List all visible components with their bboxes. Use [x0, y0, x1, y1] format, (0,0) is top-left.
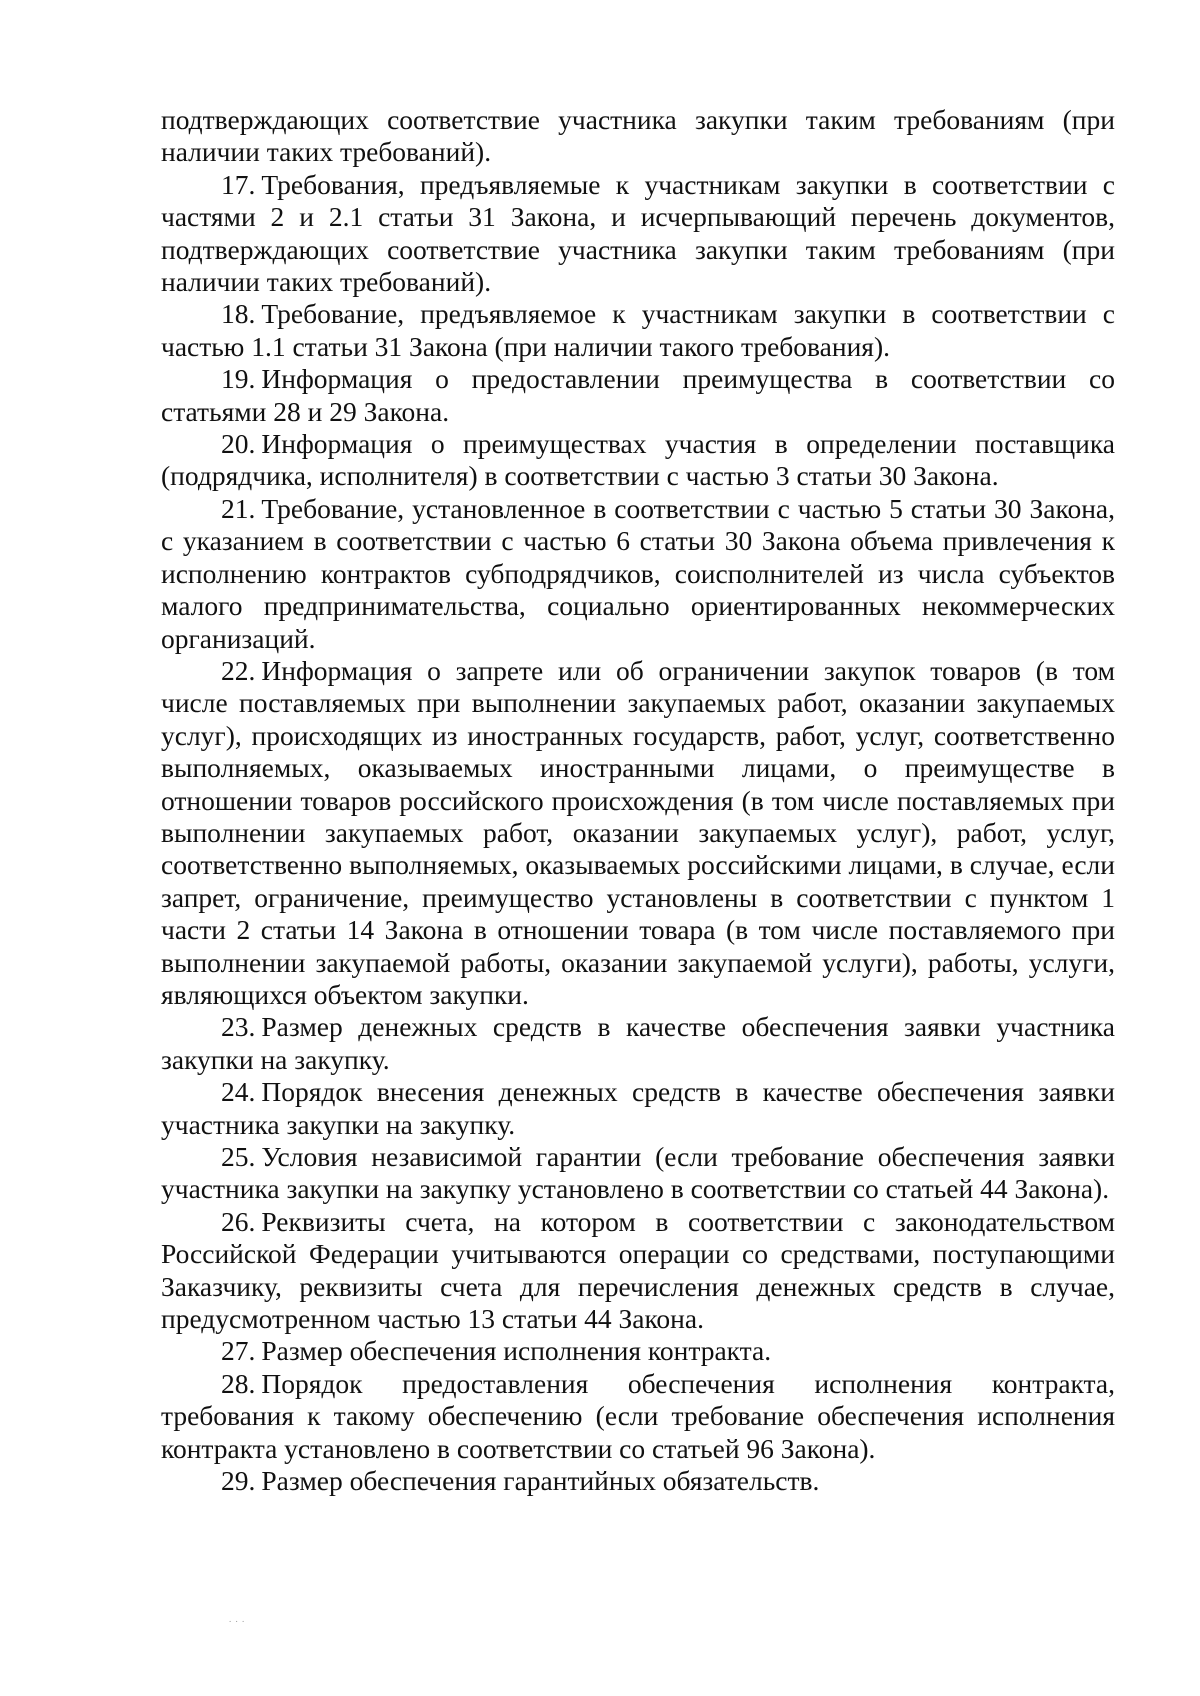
item-text: Информация о запрете или об ограничении закупок товаров (в том числе поставляемых при выполнении закупаемых работ, оказании закупаемых услуг), происходящих из иностранных государств, работ, услуг, соответственно выполняемых, оказываемых иностранными лицами, о преимуществе в отношении товаров российского происхождения (в том числе поставляемых при выполнении закупаемых работ, оказании закупаемых услуг), работ, услуг, соответственно выполняемых, оказываемых российскими лицами, в случае, если запрет, ограничение, преимущество установлены в соответствии с пунктом 1 части 2 статьи 14 Закона в отношении товара (в том числе поставляемого при выполнении закупаемой работы, оказании закупаемой услуги), работы, услуги, являющихся объектом закупки.: [161, 654, 1115, 1010]
item-text: Размер обеспечения гарантийных обязательств.: [261, 1465, 820, 1497]
list-item-20: [161, 428, 1115, 493]
item-number: 23.: [221, 1011, 256, 1043]
item-number: 22.: [221, 654, 256, 686]
item-number: 27.: [221, 1335, 256, 1367]
item-number: 21.: [221, 492, 256, 524]
list-item-18: [161, 298, 1115, 363]
item-number: 18.: [221, 298, 256, 330]
item-text: Информация о преимуществах участия в определении поставщика (подрядчика, исполнителя) в соответствии с частью 3 статьи 30 Закона.: [161, 428, 1115, 492]
list-item-23: [161, 1011, 1115, 1076]
item-number: 20.: [221, 428, 256, 460]
document-body: [161, 104, 1115, 1497]
item-text: Требование, установленное в соответствии с частью 5 статьи 30 Закона, с указанием в соответствии с частью 6 статьи 30 Закона объема привлечения к исполнению контрактов субподрядчиков, соисполнителей из числа субъектов малого предпринимательства, социально ориентированных некоммерческих организаций.: [161, 492, 1115, 654]
item-text: Размер денежных средств в качестве обеспечения заявки участника закупки на закупку.: [161, 1011, 1115, 1075]
item-text: Условия независимой гарантии (если требование обеспечения заявки участника закупки на закупку установлено в соответствии со статьей 44 Закона).: [161, 1141, 1115, 1205]
item-text: Размер обеспечения исполнения контракта.: [261, 1335, 772, 1367]
item-text: Порядок внесения денежных средств в качестве обеспечения заявки участника закупки на закупку.: [161, 1076, 1115, 1140]
continuation-paragraph: подтверждающих соответствие участника закупки таким требованиям (при наличии таких требований).: [161, 104, 1115, 168]
list-item-21: [161, 493, 1115, 655]
item-text: Реквизиты счета, на котором в соответствии с законодательством Российской Федерации учитываются операции со средствами, поступающими Заказчику, реквизиты счета для перечисления денежных средств в случае, предусмотренном частью 13 статьи 44 Закона.: [161, 1205, 1115, 1335]
item-text: Порядок предоставления обеспечения исполнения контракта, требования к такому обеспечению (если требование обеспечения исполнения контракта установлено в соответствии со статьей 96 Закона).: [161, 1367, 1115, 1464]
item-number: 19.: [221, 363, 256, 395]
list-item-28: [161, 1368, 1115, 1465]
item-number: 26.: [221, 1205, 256, 1237]
list-item-19: [161, 363, 1115, 428]
list-item-27: [161, 1335, 1115, 1367]
list-item-24: [161, 1076, 1115, 1141]
list-item-26: [161, 1206, 1115, 1336]
item-number: 24.: [221, 1076, 256, 1108]
scan-speck: . . .: [229, 1614, 246, 1624]
list-item-29: [161, 1465, 1115, 1497]
list-item-25: [161, 1141, 1115, 1206]
item-text: Требования, предъявляемые к участникам закупки в соответствии с частями 2 и 2.1 статьи 31 Закона, и исчерпывающий перечень документов, подтверждающих соответствие участника закупки таким требованиям (при наличии таких требований).: [161, 168, 1115, 298]
item-number: 29.: [221, 1465, 256, 1497]
list-item-17: [161, 169, 1115, 299]
item-number: 28.: [221, 1367, 256, 1399]
item-number: 25.: [221, 1141, 256, 1172]
list-item-22: [161, 655, 1115, 1011]
item-text: Информация о предоставлении преимущества в соответствии со статьями 28 и 29 Закона.: [161, 363, 1115, 427]
item-number: 17.: [221, 168, 256, 200]
item-text: Требование, предъявляемое к участникам закупки в соответствии с частью 1.1 статьи 31 Закона (при наличии такого требования).: [161, 298, 1115, 362]
